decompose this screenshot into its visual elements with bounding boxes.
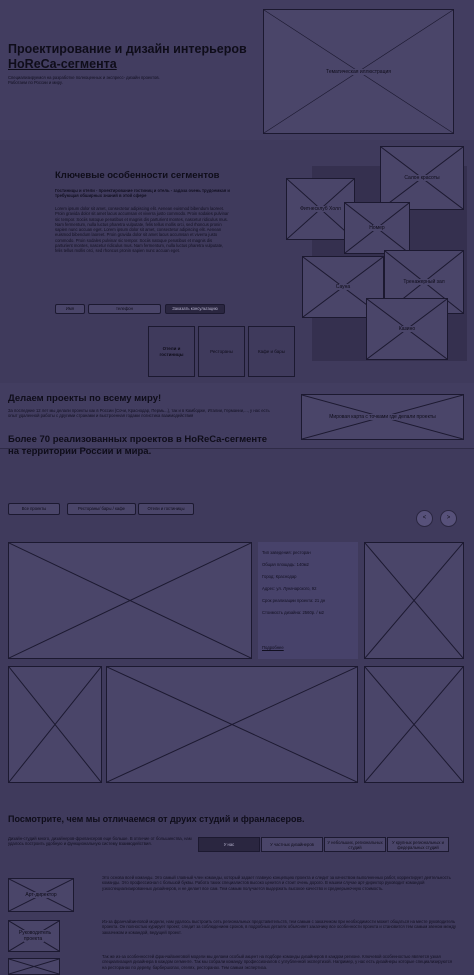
photo-gym-label: Тренажерный зал	[403, 279, 445, 285]
project-thumb-right[interactable]	[364, 542, 464, 659]
photo-room	[344, 202, 410, 254]
filter-all[interactable]	[8, 503, 60, 515]
hero-subtitle-line1: Специализируемся на разработке полноценных и экспресс- дизайн проектов.	[8, 75, 160, 80]
photo-fitness-hall-label: Фитнесклуб Холл	[300, 206, 341, 212]
features-title: Ключевые особенности сегментов	[55, 170, 220, 181]
hero-illustration	[263, 9, 454, 134]
hero-illustration-label: Тематическая иллюстрация	[326, 68, 391, 75]
role-project-manager	[8, 920, 60, 952]
project-main-image[interactable]	[8, 542, 252, 659]
compare-title: Посмотрите, чем мы отличаемся от друих студий и франласеров.	[8, 814, 305, 824]
role-art-director	[8, 878, 74, 912]
category-card-hotels[interactable]	[148, 326, 195, 377]
category-card-hotels-label: Отели и гостиницы	[159, 346, 184, 357]
project-detail-city: Город: Краснодар	[262, 574, 297, 579]
carousel-next-button[interactable]: >	[440, 510, 457, 527]
tab-large-studios-label: У крупных региональных и федеральных студий	[392, 839, 444, 850]
compare-intro: Дизайн-студий много, дизайнеров-фрилансеров еще больше. В отличие от большинства, нам удалось построить удобную и функциональную систему взаимодействия.	[8, 836, 192, 847]
world-title: Делаем проекты по всему миру!	[8, 393, 162, 404]
world-text: За последние 12 лет мы делали проекты как в России (Сочи, Краснодар, Пермь...), так и в Камбодже, Италии, Германии,..., у нас есть опыт удаленной работы с другими странами и выстроенная годами логистика взаимодействия	[8, 408, 270, 419]
project-detail-price: Стоимость дизайна: 2560р. / м2	[262, 610, 324, 615]
name-input[interactable]	[55, 304, 85, 314]
tab-private-designers-label: У частных дизайнеров	[270, 842, 314, 847]
role-art-director-text: Это основа всей команды. Это самый главный член команды, который задает главную концепцию проекта и следит за качеством выполненных работ, корректирует деятельность команды. Это профессионал с большой буквы. Работа таких специалистов высоко ценится и стоит очень дорого. В нашем случае арт-директор руководит командой узкоспециализированных дизайнеров, и не делает все сам. Тем самым получается выдержать высокое качество и среднерыночную стоимость.	[102, 875, 451, 891]
role-project-manager-text: Из-за франчайзинговой модели, нам удалось выстроить сеть региональных представительств, тем самым с заказчиком при необходимости может общаться на месте руководитель проекта. Он полностью курирует проект, следит за соблюдением сроков, в подробных деталях объясняет заказчику все особенности проекта и становится тем самым звеном между заказчиком и командой, ведущей проект.	[102, 919, 457, 935]
hero-title-line2: HoReCa-сегмента	[8, 57, 117, 71]
world-map	[301, 394, 464, 440]
category-card-cafes-label: Кафе и бары	[257, 348, 286, 354]
role-project-manager-label: Руководитель проекта	[18, 930, 52, 942]
tab-small-studios-label: У небольших, региональных студий	[327, 839, 383, 850]
portfolio-title-line2: на территории России и мира.	[8, 446, 152, 457]
hero-subtitle	[8, 75, 248, 86]
project-detail-area: Общая площадь: 140м2	[262, 562, 309, 567]
photo-beauty-salon	[380, 146, 464, 210]
photo-room-label: Номер	[369, 225, 385, 231]
carousel-prev-button[interactable]: <	[416, 510, 433, 527]
project-detail-duration: Срок реализации проекта: 21 дн	[262, 598, 326, 603]
filter-all-label: Все проекты	[21, 506, 47, 511]
category-card-restaurants[interactable]	[198, 326, 245, 377]
project-thumb-bottom-left[interactable]	[8, 666, 102, 783]
project-thumb-bottom-right[interactable]	[364, 666, 464, 783]
photo-beauty-salon-label: Салон красоты	[404, 175, 440, 181]
filter-hotels[interactable]	[138, 503, 194, 515]
project-detail-address: Адрес: ул. Луначарского, 92	[262, 586, 317, 591]
tab-us[interactable]	[198, 837, 260, 852]
filter-restaurants[interactable]	[67, 503, 136, 515]
consult-button[interactable]	[165, 304, 225, 314]
project-detail-type: Тип заведения: ресторан	[262, 550, 311, 555]
category-card-restaurants-label: Рестораны	[210, 348, 233, 354]
role-designer-team-text: Так же из-за особенностей франчайзинговой модели мы делаем особый акцент на подборе команды дизайнеров в каждом регионе. Ключевой особенностью является узкая специализация дизайнера в каждом сегменте. Так мы собрали команду профессионалов с углубленной экспертизой. Например, у нас есть дизайнеры которые специализируются на ресторанах по дереву, барбершопах, отелях, ресторанах. Тем самым экспертиза.	[102, 954, 453, 970]
phone-input[interactable]	[88, 304, 161, 314]
photo-casino	[366, 298, 448, 360]
features-body: Lorem ipsum dolor sit amet, consectetur adipiscing elit. Aenean euismod bibendum laoreet. Proin gravida dolor sit amet lacus accumsan et viverra justo commodo. Proin sodales pulvinar sic tempor. Sociis natoque penatibus et magnis dis parturient montes, nascetur ridiculus mus. Nam fermentum, nulla luctus pharetra vulputate, felis tellus mollis orci, sed rhoncus pronin sapien nunc accuan eget. Lorem ipsum dolor sit amet, consectetur adipiscing elit. Aenean euismod bibendum laoreet. Proin gravida dolor sit amet lacus accumsan et viverra justo commodo. Proin sodales pulvinar sic tempor. Sociis natoque penatibus et magnis dis parturient montes, nascetur ridiculus mus. Nam fermentum, nulla luctus pharetra vulputate, felis tellus mollis orci, sed rhoncus pronin sapien nunc accuan eget.	[55, 206, 229, 254]
filter-hotels-label: Отели и гостиницы	[147, 506, 185, 511]
world-map-label: Мировая карта с точками где делали проекты	[329, 414, 436, 420]
hero-title-line1: Проектирование и дизайн интерьеров	[8, 42, 247, 56]
consult-button-label: Заказать консультацию	[172, 306, 218, 311]
role-designer-team	[8, 958, 60, 975]
hero-title	[8, 42, 258, 72]
tab-us-label: У нас	[223, 842, 235, 847]
photo-casino-label: Казино	[398, 326, 416, 332]
project-thumb-bottom-center[interactable]	[106, 666, 358, 783]
category-card-cafes[interactable]	[248, 326, 295, 377]
role-art-director-label: Арт-директор	[25, 892, 57, 898]
filter-restaurants-label: Рестораны/ бары / кафе	[77, 506, 126, 511]
tab-private-designers[interactable]	[261, 837, 323, 852]
features-lead: Гостиницы и отели - проектирование гостиниц и отель - задача очень трудоемкая и требующая обширных знаний в этой сфере	[55, 188, 230, 199]
project-more-link[interactable]: Подробнее	[262, 645, 284, 650]
hero-subtitle-line2: Работаем по России и миру.	[8, 80, 63, 86]
tab-large-studios[interactable]	[387, 837, 449, 852]
name-input-placeholder: Имя	[65, 306, 75, 311]
photo-sauna-label: Сауна	[335, 284, 351, 290]
phone-input-placeholder: телефон	[116, 306, 133, 311]
tab-small-studios[interactable]	[324, 837, 386, 852]
portfolio-title-line1: Более 70 реализованных проектов в HoReCa-сегменте	[8, 434, 268, 445]
